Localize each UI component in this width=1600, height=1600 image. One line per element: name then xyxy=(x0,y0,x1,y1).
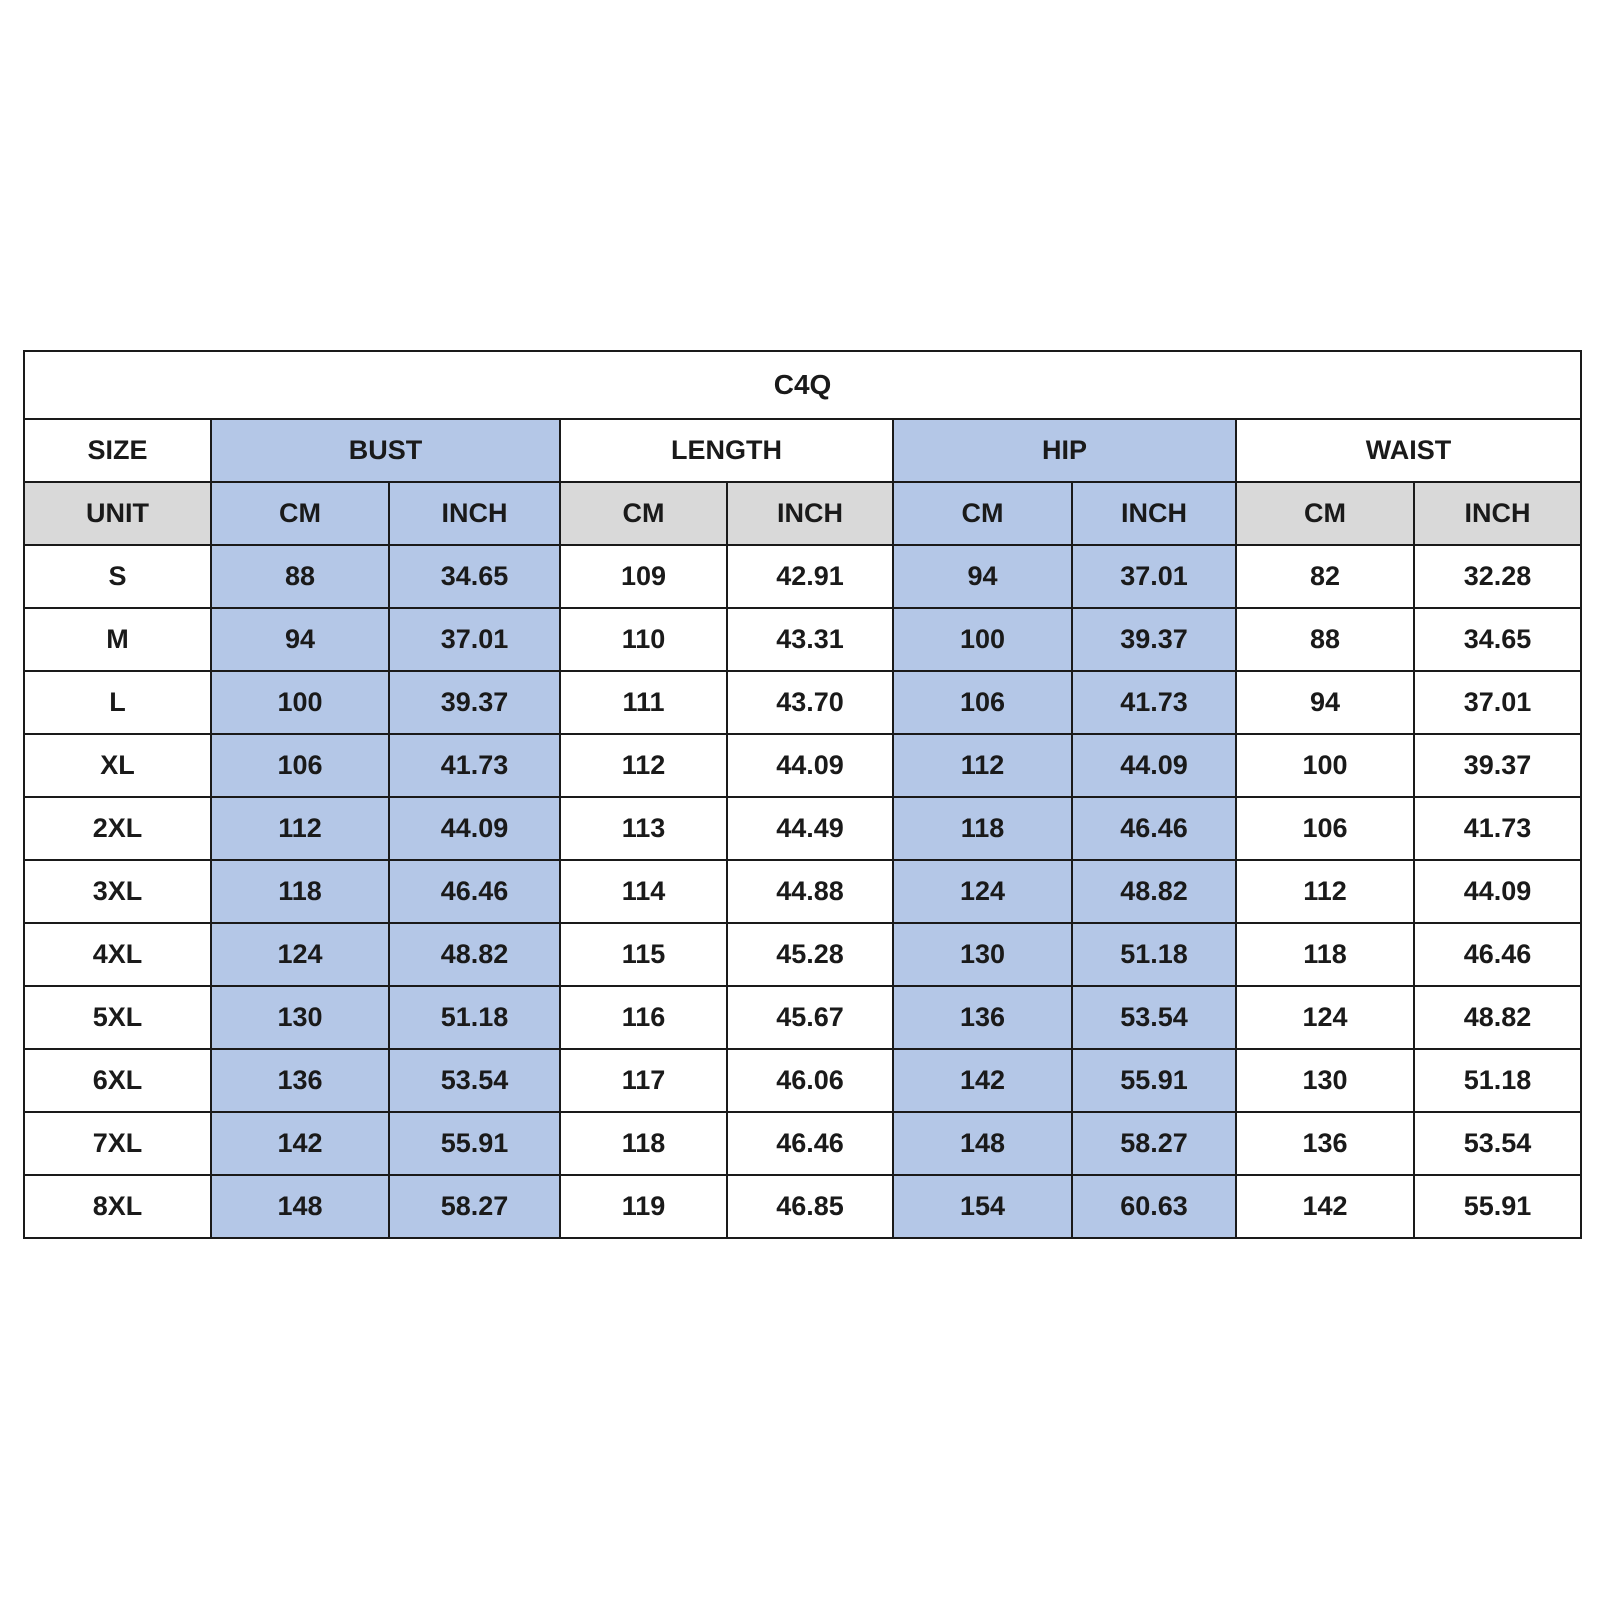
hip-inch-cell: 44.09 xyxy=(1072,734,1236,797)
waist-inch-cell: 53.54 xyxy=(1414,1112,1581,1175)
bust-cm-cell: 106 xyxy=(211,734,389,797)
hip-group-header: HIP xyxy=(893,419,1236,482)
waist-inch-cell: 32.28 xyxy=(1414,545,1581,608)
bust-cm-cell: 124 xyxy=(211,923,389,986)
waist-group-header: WAIST xyxy=(1236,419,1581,482)
unit-header-row xyxy=(24,482,1581,545)
unit-header-bust-inch: INCH xyxy=(389,482,560,545)
length-cm-cell: 111 xyxy=(560,671,727,734)
hip-cm-cell: 130 xyxy=(893,923,1072,986)
bust-inch-cell: 48.82 xyxy=(389,923,560,986)
waist-cm-cell: 94 xyxy=(1236,671,1414,734)
length-inch-cell: 44.49 xyxy=(727,797,893,860)
hip-cm-cell: 154 xyxy=(893,1175,1072,1238)
bust-cm-cell: 118 xyxy=(211,860,389,923)
unit-header-waist-cm: CM xyxy=(1236,482,1414,545)
waist-cm-cell: 88 xyxy=(1236,608,1414,671)
hip-inch-cell: 53.54 xyxy=(1072,986,1236,1049)
size-column-header: SIZE xyxy=(24,419,211,482)
bust-cm-cell: 130 xyxy=(211,986,389,1049)
chart-title: C4Q xyxy=(24,351,1581,419)
bust-inch-cell: 37.01 xyxy=(389,608,560,671)
hip-inch-cell: 41.73 xyxy=(1072,671,1236,734)
size-cell: 4XL xyxy=(24,923,211,986)
length-inch-cell: 46.46 xyxy=(727,1112,893,1175)
hip-cm-cell: 136 xyxy=(893,986,1072,1049)
length-cm-cell: 116 xyxy=(560,986,727,1049)
length-inch-cell: 46.85 xyxy=(727,1175,893,1238)
size-cell: 2XL xyxy=(24,797,211,860)
waist-cm-cell: 82 xyxy=(1236,545,1414,608)
waist-inch-cell: 41.73 xyxy=(1414,797,1581,860)
table-row xyxy=(24,1175,1581,1238)
waist-inch-cell: 51.18 xyxy=(1414,1049,1581,1112)
bust-cm-cell: 136 xyxy=(211,1049,389,1112)
size-cell: XL xyxy=(24,734,211,797)
bust-cm-cell: 148 xyxy=(211,1175,389,1238)
bust-cm-cell: 100 xyxy=(211,671,389,734)
waist-inch-cell: 44.09 xyxy=(1414,860,1581,923)
hip-inch-cell: 39.37 xyxy=(1072,608,1236,671)
length-inch-cell: 46.06 xyxy=(727,1049,893,1112)
bust-inch-cell: 34.65 xyxy=(389,545,560,608)
bust-cm-cell: 94 xyxy=(211,608,389,671)
length-cm-cell: 112 xyxy=(560,734,727,797)
bust-inch-cell: 44.09 xyxy=(389,797,560,860)
table-row xyxy=(24,608,1581,671)
waist-inch-cell: 37.01 xyxy=(1414,671,1581,734)
hip-inch-cell: 48.82 xyxy=(1072,860,1236,923)
length-cm-cell: 117 xyxy=(560,1049,727,1112)
waist-cm-cell: 124 xyxy=(1236,986,1414,1049)
waist-cm-cell: 100 xyxy=(1236,734,1414,797)
hip-inch-cell: 37.01 xyxy=(1072,545,1236,608)
size-cell: 3XL xyxy=(24,860,211,923)
unit-header-hip-cm: CM xyxy=(893,482,1072,545)
hip-cm-cell: 148 xyxy=(893,1112,1072,1175)
hip-inch-cell: 55.91 xyxy=(1072,1049,1236,1112)
length-inch-cell: 44.09 xyxy=(727,734,893,797)
table-row xyxy=(24,1049,1581,1112)
bust-inch-cell: 58.27 xyxy=(389,1175,560,1238)
hip-cm-cell: 124 xyxy=(893,860,1072,923)
bust-inch-cell: 53.54 xyxy=(389,1049,560,1112)
length-inch-cell: 42.91 xyxy=(727,545,893,608)
size-cell: 8XL xyxy=(24,1175,211,1238)
table-row xyxy=(24,986,1581,1049)
length-cm-cell: 110 xyxy=(560,608,727,671)
waist-cm-cell: 136 xyxy=(1236,1112,1414,1175)
table-row xyxy=(24,860,1581,923)
unit-header-length-cm: CM xyxy=(560,482,727,545)
measurement-header-row xyxy=(24,419,1581,482)
unit-header-waist-inch: INCH xyxy=(1414,482,1581,545)
waist-inch-cell: 48.82 xyxy=(1414,986,1581,1049)
table-row xyxy=(24,1112,1581,1175)
hip-inch-cell: 58.27 xyxy=(1072,1112,1236,1175)
hip-cm-cell: 118 xyxy=(893,797,1072,860)
size-cell: S xyxy=(24,545,211,608)
hip-inch-cell: 60.63 xyxy=(1072,1175,1236,1238)
table-row xyxy=(24,923,1581,986)
bust-cm-cell: 142 xyxy=(211,1112,389,1175)
unit-header-bust-cm: CM xyxy=(211,482,389,545)
length-inch-cell: 43.31 xyxy=(727,608,893,671)
waist-cm-cell: 142 xyxy=(1236,1175,1414,1238)
length-group-header: LENGTH xyxy=(560,419,893,482)
bust-cm-cell: 88 xyxy=(211,545,389,608)
length-inch-cell: 43.70 xyxy=(727,671,893,734)
length-cm-cell: 119 xyxy=(560,1175,727,1238)
bust-inch-cell: 41.73 xyxy=(389,734,560,797)
table-row xyxy=(24,734,1581,797)
size-cell: 7XL xyxy=(24,1112,211,1175)
title-row xyxy=(24,351,1581,419)
bust-inch-cell: 55.91 xyxy=(389,1112,560,1175)
bust-inch-cell: 51.18 xyxy=(389,986,560,1049)
table-row xyxy=(24,545,1581,608)
hip-cm-cell: 94 xyxy=(893,545,1072,608)
hip-cm-cell: 142 xyxy=(893,1049,1072,1112)
size-cell: L xyxy=(24,671,211,734)
table-row xyxy=(24,797,1581,860)
bust-inch-cell: 46.46 xyxy=(389,860,560,923)
length-cm-cell: 115 xyxy=(560,923,727,986)
waist-inch-cell: 39.37 xyxy=(1414,734,1581,797)
size-cell: M xyxy=(24,608,211,671)
hip-cm-cell: 106 xyxy=(893,671,1072,734)
hip-inch-cell: 46.46 xyxy=(1072,797,1236,860)
length-cm-cell: 114 xyxy=(560,860,727,923)
unit-header-hip-inch: INCH xyxy=(1072,482,1236,545)
size-cell: 5XL xyxy=(24,986,211,1049)
length-cm-cell: 113 xyxy=(560,797,727,860)
waist-cm-cell: 130 xyxy=(1236,1049,1414,1112)
waist-inch-cell: 55.91 xyxy=(1414,1175,1581,1238)
length-inch-cell: 44.88 xyxy=(727,860,893,923)
size-cell: 6XL xyxy=(24,1049,211,1112)
waist-inch-cell: 34.65 xyxy=(1414,608,1581,671)
hip-cm-cell: 100 xyxy=(893,608,1072,671)
table-row xyxy=(24,671,1581,734)
size-data-rows xyxy=(24,545,1581,1238)
hip-inch-cell: 51.18 xyxy=(1072,923,1236,986)
length-cm-cell: 109 xyxy=(560,545,727,608)
waist-cm-cell: 106 xyxy=(1236,797,1414,860)
hip-cm-cell: 112 xyxy=(893,734,1072,797)
bust-cm-cell: 112 xyxy=(211,797,389,860)
waist-cm-cell: 118 xyxy=(1236,923,1414,986)
length-inch-cell: 45.28 xyxy=(727,923,893,986)
length-cm-cell: 118 xyxy=(560,1112,727,1175)
unit-row-label: UNIT xyxy=(24,482,211,545)
length-inch-cell: 45.67 xyxy=(727,986,893,1049)
unit-header-length-inch: INCH xyxy=(727,482,893,545)
bust-inch-cell: 39.37 xyxy=(389,671,560,734)
waist-inch-cell: 46.46 xyxy=(1414,923,1581,986)
waist-cm-cell: 112 xyxy=(1236,860,1414,923)
bust-group-header: BUST xyxy=(211,419,560,482)
size-chart-table xyxy=(23,350,1582,1239)
